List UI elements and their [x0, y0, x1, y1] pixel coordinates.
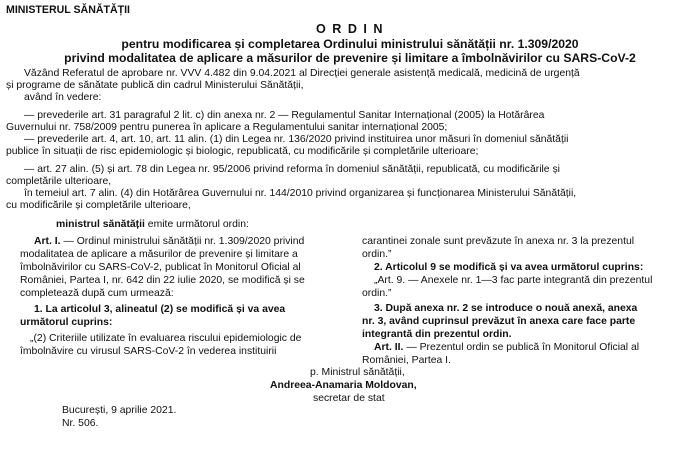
right-cont-line-1: carantinei zonale sunt prevăzute în anexa nr. 3 la prezentul — [362, 236, 635, 247]
signature-pm: p. Ministrul sănătății, — [310, 367, 405, 378]
point-3-line-3: integrantă din prezentul ordin. — [362, 329, 512, 340]
art-2-line-2: României, Partea I. — [362, 355, 451, 366]
emite-rest: emite următorul ordin: — [144, 219, 249, 230]
art-2-label: Art. II. — [374, 342, 404, 353]
preamble-item-1-line-2: Guvernului nr. 758/2009 pentru punerea în aplicare a Regulamentului sanitar internațional 2005; — [6, 122, 448, 133]
art-1-line-4: României, Partea I, nr. 642 din 22 iulie 2020, se modifică și se — [20, 275, 305, 286]
preamble-item-2-line-2: publice în situații de risc epidemiologic și biologic, republicată, cu modificările și completările ulterioare; — [6, 146, 479, 157]
preamble-vazand-line-1: Văzând Referatul de aprobare nr. VVV 4.482 din 9.04.2021 al Direcției generale asistență medicală, medicină de urgență — [24, 68, 580, 79]
order-number: Nr. 506. — [62, 418, 99, 429]
right-cont-line-2: ordin.” — [362, 249, 392, 260]
preamble-emite — [56, 219, 249, 231]
signature-role: secretar de stat — [313, 393, 385, 404]
art-1-text: — Ordinul ministrului sănătății nr. 1.309/2020 privind — [60, 236, 305, 247]
art-9-line-2: ordin.” — [362, 288, 392, 299]
preamble-item-1-line-1: — prevederile art. 31 paragraful 2 lit. c) din anexa nr. 2 — Regulamentul Sanitar Internațional (2005) la Hotărârea — [24, 110, 545, 121]
art-1-label: Art. I. — [34, 236, 61, 247]
quote-line-1: „(2) Criteriile utilizate în evaluarea riscului epidemiologic de — [30, 333, 302, 344]
point-2: 2. Articolul 9 se modifică și va avea următorul cuprins: — [374, 262, 644, 273]
point-1-line-2: următorul cuprins: — [20, 317, 113, 328]
order-subtitle-line-2: privind modalitatea de aplicare a măsurilor de prevenire și limitare a îmbolnăvirilor cu SARS-CoV-2 — [64, 51, 636, 65]
quote-line-2: îmbolnăvire cu virusul SARS-CoV-2 în vederea instituirii — [20, 346, 277, 357]
art-9-line-1: „Art. 9. — Anexele nr. 1—3 fac parte integrantă din prezentul — [374, 275, 653, 286]
point-3-line-2: nr. 3, având cuprinsul prevăzut în anexa care face parte — [362, 316, 636, 327]
point-1-line-1: 1. La articolul 3, alineatul (2) se modifică și va avea — [34, 304, 286, 315]
preamble-item-2-line-1: — prevederile art. 4, art. 10, art. 11 alin. (1) din Legea nr. 136/2020 privind instituirea unor măsuri în domeniul sănătății — [24, 134, 569, 145]
preamble-vazand-line-2: și programe de sănătate publică din cadrul Ministerului Sănătății, — [6, 80, 304, 91]
place-date: București, 9 aprilie 2021. — [62, 405, 177, 416]
art-1-line-1 — [34, 236, 304, 248]
point-3-line-1: 3. După anexa nr. 2 se introduce o nouă anexă, anexa — [374, 303, 638, 314]
preamble-avand: având în vedere: — [24, 92, 102, 103]
art-2-text: — Prezentul ordin se publică în Monitorul Oficial al — [403, 342, 640, 353]
preamble-item-3-line-1: — art. 27 alin. (5) și art. 78 din Legea nr. 95/2006 privind reforma în domeniul sănătății, republicată, cu modificările și — [24, 164, 560, 175]
art-2-line-1 — [374, 342, 639, 354]
preamble-temeiul-line-1: în temeiul art. 7 alin. (4) din Hotărârea Guvernului nr. 144/2010 privind organizarea și funcționarea Ministerului Sănătății, — [24, 188, 577, 199]
signature-name: Andreea-Anamaria Moldovan, — [270, 380, 417, 391]
art-1-line-5: completează după cum urmează: — [20, 288, 174, 299]
preamble-item-3-line-2: completările ulterioare, — [6, 176, 112, 187]
order-subtitle-line-1: pentru modificarea și completarea Ordinului ministrului sănătății nr. 1.309/2020 — [121, 37, 579, 51]
ministry-heading: MINISTERUL SĂNĂTĂȚII — [6, 4, 130, 16]
emite-minister: ministrul sănătății — [56, 219, 145, 230]
art-1-line-3: îmbolnăvirilor cu SARS-CoV-2, publicat în Monitorul Oficial al — [20, 262, 301, 273]
order-title: O R D I N — [315, 22, 385, 36]
preamble-temeiul-line-2: cu modificările și completările ulterioare, — [6, 200, 191, 211]
art-1-line-2: modalitatea de aplicare a măsurilor de prevenire și limitare a — [20, 249, 298, 260]
